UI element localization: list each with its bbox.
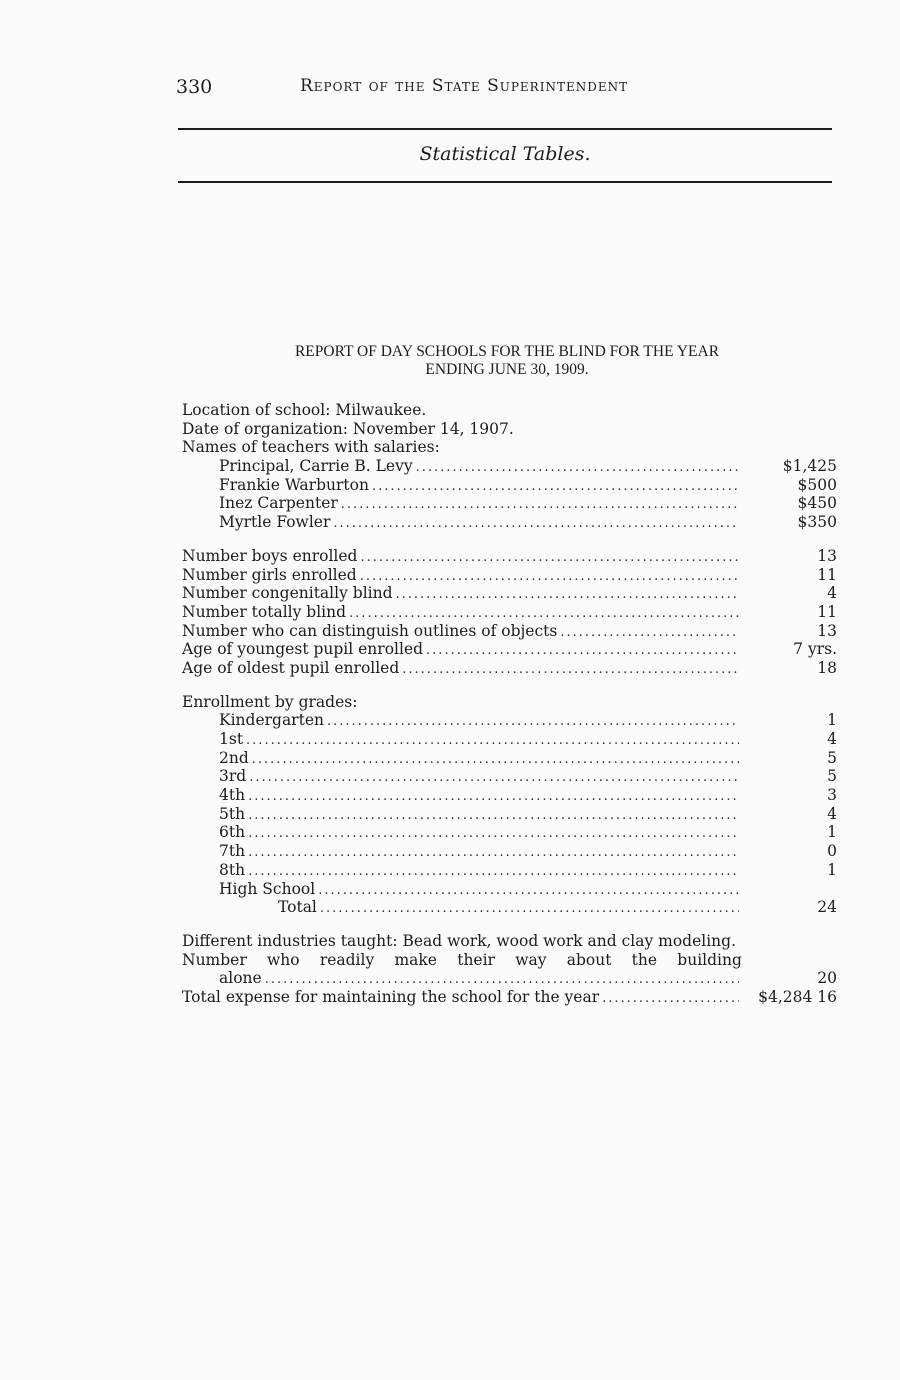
grade-label: 3rd xyxy=(219,767,247,786)
expense-row xyxy=(182,988,837,1007)
dot-leader xyxy=(245,844,739,861)
teacher-salary: $350 xyxy=(797,513,837,532)
readily-word: Number xyxy=(182,950,247,969)
readily-word: about xyxy=(566,950,612,969)
dot-leader xyxy=(243,732,739,749)
teacher-row xyxy=(182,476,837,495)
teacher-salary: $450 xyxy=(797,494,837,513)
dot-leader xyxy=(557,624,739,641)
statistic-value: 11 xyxy=(817,565,837,584)
dot-leader xyxy=(246,769,739,786)
bottom-rule xyxy=(178,181,832,183)
statistic-row xyxy=(182,603,837,622)
grade-label: 4th xyxy=(219,786,246,805)
location-line: Location of school: Milwaukee. xyxy=(182,401,427,419)
dot-leader xyxy=(315,882,739,899)
teacher-name: Inez Carpenter xyxy=(219,494,338,513)
grade-row xyxy=(182,805,837,824)
grade-label: 8th xyxy=(219,860,246,879)
alone-label: alone xyxy=(219,969,262,988)
grade-value: 5 xyxy=(827,767,837,786)
dot-leader xyxy=(324,713,739,730)
alone-value: 20 xyxy=(817,969,837,988)
dot-leader xyxy=(413,459,739,476)
dot-leader xyxy=(369,478,739,495)
teacher-row xyxy=(182,494,837,513)
readily-word: their xyxy=(457,950,495,969)
readily-word: way xyxy=(515,950,547,969)
report-title xyxy=(182,343,832,379)
grade-row xyxy=(182,749,837,768)
statistic-label: Age of youngest pupil enrolled xyxy=(182,640,424,659)
grade-value: 1 xyxy=(827,823,837,842)
grade-value: 1 xyxy=(827,860,837,879)
statistic-value: 13 xyxy=(817,546,837,565)
report-title-line-1: REPORT OF DAY SCHOOLS FOR THE BLIND FOR THE YEAR xyxy=(294,343,720,360)
statistic-row xyxy=(182,622,837,641)
statistic-label: Number boys enrolled xyxy=(182,546,358,565)
grade-row xyxy=(182,730,837,749)
statistic-value: 18 xyxy=(817,658,837,677)
statistic-row xyxy=(182,659,837,678)
section-title: Statistical Tables. xyxy=(419,143,591,165)
grades-heading: Enrollment by grades: xyxy=(182,692,358,711)
grade-value: 0 xyxy=(827,842,837,861)
readily-word: the xyxy=(631,950,658,969)
grade-label: 7th xyxy=(219,842,246,861)
statistic-label: Age of oldest pupil enrolled xyxy=(182,658,400,677)
top-rule xyxy=(178,128,832,130)
grade-label: Kindergarten xyxy=(219,711,324,730)
grade-row xyxy=(182,861,837,880)
grade-row xyxy=(182,823,837,842)
dot-leader xyxy=(249,751,739,768)
statistic-label: Number totally blind xyxy=(182,602,347,621)
grade-value: 5 xyxy=(827,748,837,767)
dot-leader xyxy=(423,642,739,659)
dot-leader xyxy=(346,605,739,622)
teacher-salary: $1,425 xyxy=(782,457,837,476)
statistic-value: 11 xyxy=(817,602,837,621)
readily-word: building xyxy=(677,950,742,969)
teacher-name: Frankie Warburton xyxy=(219,475,369,494)
dot-leader xyxy=(357,568,739,585)
statistic-label: Number congenitally blind xyxy=(182,584,393,603)
dot-leader xyxy=(357,549,739,566)
dot-leader xyxy=(262,971,739,988)
dot-leader xyxy=(245,788,739,805)
readily-line xyxy=(182,951,742,970)
dot-leader xyxy=(399,661,739,678)
industries-line: Different industries taught: Bead work, wood work and clay modeling. xyxy=(182,931,736,950)
organization-date-line: Date of organization: November 14, 1907. xyxy=(182,419,514,438)
teacher-salary: $500 xyxy=(797,475,837,494)
grade-row xyxy=(182,767,837,786)
statistic-row xyxy=(182,566,837,585)
total-row xyxy=(182,898,837,917)
statistic-value: 13 xyxy=(817,621,837,640)
grade-value: 1 xyxy=(827,711,837,730)
statistic-row xyxy=(182,640,837,659)
dot-leader xyxy=(330,515,739,532)
total-value: 24 xyxy=(817,898,837,917)
dot-leader xyxy=(245,807,739,824)
expense-label: Total expense for maintaining the school for the year xyxy=(182,987,600,1006)
readily-word: who xyxy=(266,950,300,969)
statistic-value: 4 xyxy=(827,584,837,603)
teacher-row xyxy=(182,457,837,476)
teacher-name: Principal, Carrie B. Levy xyxy=(219,457,413,476)
teacher-row xyxy=(182,513,837,532)
statistic-row xyxy=(182,547,837,566)
statistic-value: 7 yrs. xyxy=(793,640,837,659)
grade-label: High School xyxy=(219,879,316,898)
grade-row xyxy=(182,711,837,730)
report-title-line-2: ENDING JUNE 30, 1909. xyxy=(425,361,589,378)
grade-value: 4 xyxy=(827,804,837,823)
page-number: 330 xyxy=(176,76,213,98)
grade-row xyxy=(182,786,837,805)
grade-label: 6th xyxy=(219,823,246,842)
dot-leader xyxy=(599,990,739,1007)
readily-word: readily xyxy=(319,950,375,969)
grade-value: 3 xyxy=(827,786,837,805)
grade-row xyxy=(182,842,837,861)
grade-value: 4 xyxy=(827,730,837,748)
dot-leader xyxy=(393,586,739,603)
grade-label: 1st xyxy=(219,730,244,748)
dot-leader xyxy=(245,825,739,842)
grade-row xyxy=(182,880,837,899)
dot-leader xyxy=(317,900,739,917)
dot-leader xyxy=(245,863,739,880)
running-head: Report of the State Superintendent xyxy=(300,76,629,96)
total-label: Total xyxy=(278,898,317,917)
statistic-row xyxy=(182,584,837,603)
teacher-name: Myrtle Fowler xyxy=(219,513,331,532)
teachers-heading: Names of teachers with salaries: xyxy=(182,438,440,457)
grade-label: 5th xyxy=(219,804,246,823)
dot-leader xyxy=(338,496,739,513)
statistic-label: Number girls enrolled xyxy=(182,565,357,584)
report-body xyxy=(182,401,837,1007)
grade-label: 2nd xyxy=(219,748,249,767)
readily-word: make xyxy=(394,950,437,969)
alone-row xyxy=(182,969,837,988)
statistic-label: Number who can distinguish outlines of objects xyxy=(182,621,558,640)
expense-value: $4,284 16 xyxy=(758,987,837,1006)
